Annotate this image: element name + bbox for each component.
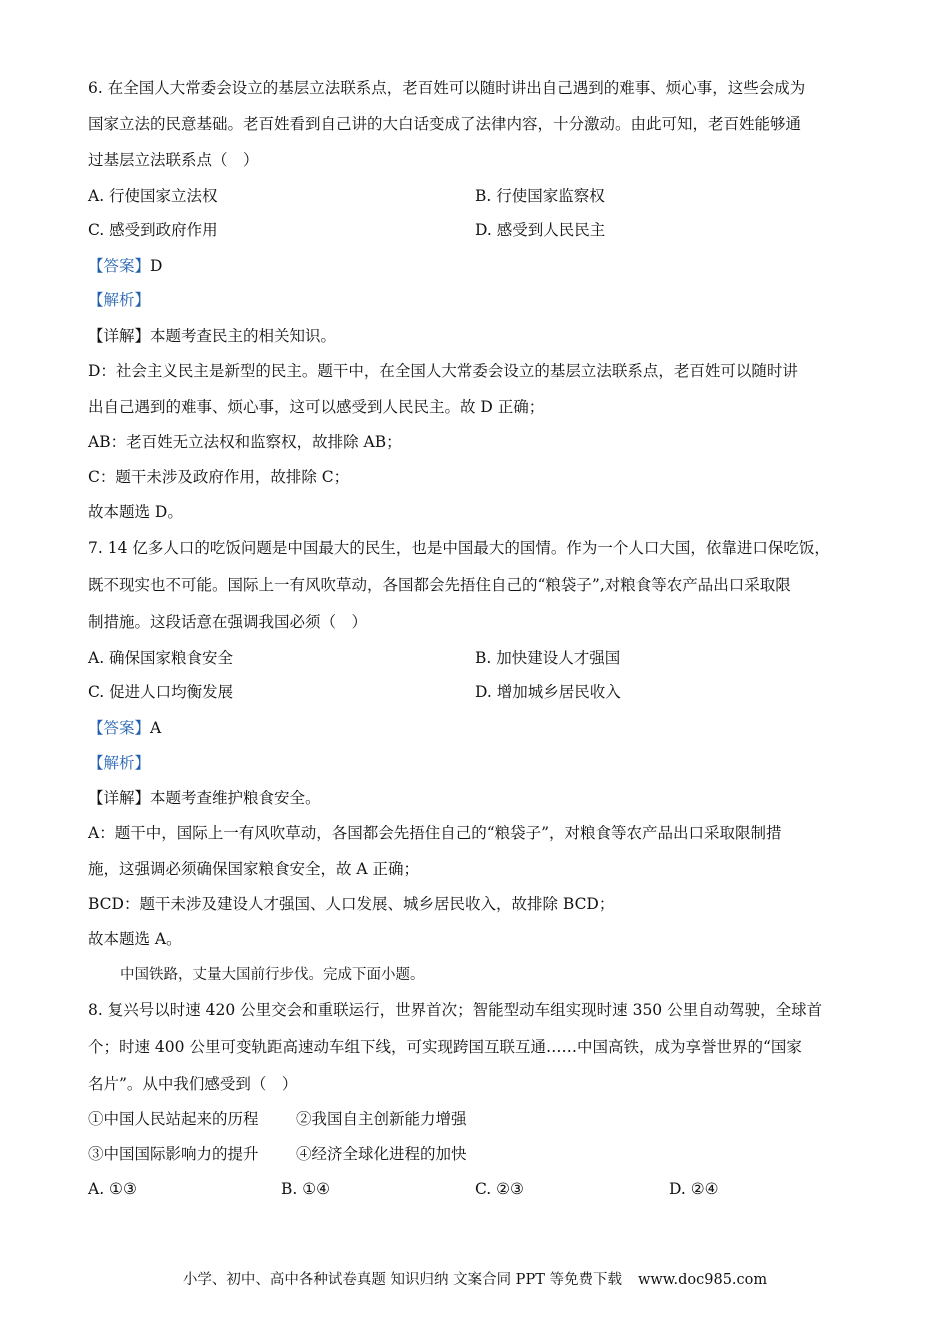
q6-detail	[88, 324, 336, 348]
footer-text: 小学、初中、高中各种试卷真题 知识归纳 文案合同 PPT 等免费下载	[182, 1272, 622, 1288]
q7-detail	[88, 786, 321, 810]
q7-option-b: B. 加快建设人才强国	[475, 649, 621, 667]
q6-explain-line: 故本题选 D。	[88, 503, 183, 521]
detail-tag: 【详解】	[88, 327, 151, 345]
q8-item: ③中国国际影响力的提升	[88, 1145, 259, 1163]
q7-option-a: A. 确保国家粮食安全	[88, 649, 234, 667]
q6-option-a: A. 行使国家立法权	[88, 187, 218, 205]
q8-option-a: A. ①③	[88, 1180, 137, 1198]
answer-value: A	[150, 719, 162, 737]
q6-option-c: C. 感受到政府作用	[88, 221, 218, 239]
q7-stem-line: 制措施。这段话意在强调我国必须（ ）	[88, 613, 368, 631]
q6-explain-line: D：社会主义民主是新型的民主。题干中，在全国人大常委会设立的基层立法联系点，老百姓可以随时讲	[88, 362, 798, 380]
q8-stem-line: 个；时速 400 公里可变轨距高速动车组下线，可实现跨国互联互通……中国高铁，成为享誉世界的“国家	[88, 1038, 802, 1056]
page-footer	[0, 1268, 950, 1289]
q8-stem-line: 8. 复兴号以时速 420 公里交会和重联运行，世界首次；智能型动车组实现时速 350 公里自动驾驶，全球首	[88, 1001, 823, 1019]
detail-tag: 【详解】	[88, 789, 151, 807]
q7-explain-line: 故本题选 A。	[88, 930, 182, 948]
q6-explain-line: C：题干未涉及政府作用，故排除 C；	[88, 468, 350, 486]
detail-text: 本题考查维护粮食安全。	[150, 789, 321, 807]
q6-option-d: D. 感受到人民民主	[475, 221, 606, 239]
q7-stem-line: 7. 14 亿多人口的吃饭问题是中国最大的民生，也是中国最大的国情。作为一个人口大国，依靠进口保吃饭，	[88, 539, 830, 557]
detail-text: 本题考查民主的相关知识。	[150, 327, 337, 345]
q6-stem-line: 国家立法的民意基础。老百姓看到自己讲的大白话变成了法律内容，十分激动。由此可知，老百姓能够通	[88, 115, 802, 133]
q7-option-d: D. 增加城乡居民收入	[475, 683, 621, 701]
answer-tag: 【答案】	[88, 719, 151, 737]
q7-analysis-tag: 【解析】	[88, 754, 151, 772]
q7-explain-line: 施，这强调必须确保国家粮食安全，故 A 正确；	[88, 860, 420, 878]
q7-stem-line: 既不现实也不可能。国际上一有风吹草动，各国都会先捂住自己的“粮袋子”,对粮食等农产品出口采取限	[88, 576, 791, 594]
q6-explain-line: 出自己遇到的难事、烦心事，这可以感受到人民民主。故 D 正确；	[88, 398, 545, 416]
q6-option-b: B. 行使国家监察权	[475, 187, 605, 205]
q8-stem-line: 名片”。从中我们感受到（ ）	[88, 1075, 298, 1093]
q7-option-c: C. 促进人口均衡发展	[88, 683, 234, 701]
q6-stem-line: 6. 在全国人大常委会设立的基层立法联系点，老百姓可以随时讲出自己遇到的难事、烦心事，这些会成为	[88, 79, 806, 97]
q6-explain-line: AB：老百姓无立法权和监察权，故排除 AB；	[88, 433, 402, 451]
q6-stem-line: 过基层立法联系点（ ）	[88, 151, 259, 169]
footer-url[interactable]: www.doc985.com	[637, 1272, 768, 1288]
q8-option-b: B. ①④	[281, 1180, 331, 1198]
answer-tag: 【答案】	[88, 257, 151, 275]
q6-analysis-tag: 【解析】	[88, 291, 151, 309]
q6-answer	[88, 254, 162, 278]
q8-item: ②我国自主创新能力增强	[296, 1110, 467, 1128]
answer-value: D	[150, 257, 163, 275]
q7-explain-line: A：题干中，国际上一有风吹草动，各国都会先捂住自己的“粮袋子”，对粮食等农产品出口采取限制措	[88, 824, 782, 842]
q8-option-d: D. ②④	[669, 1180, 719, 1198]
q7-answer	[88, 716, 161, 740]
section-intro: 中国铁路，丈量大国前行步伐。完成下面小题。	[120, 967, 425, 983]
q8-item: ①中国人民站起来的历程	[88, 1110, 259, 1128]
q8-item: ④经济全球化进程的加快	[296, 1145, 467, 1163]
q8-option-c: C. ②③	[475, 1180, 524, 1198]
q7-explain-line: BCD：题干未涉及建设人才强国、人口发展、城乡居民收入，故排除 BCD；	[88, 895, 615, 913]
